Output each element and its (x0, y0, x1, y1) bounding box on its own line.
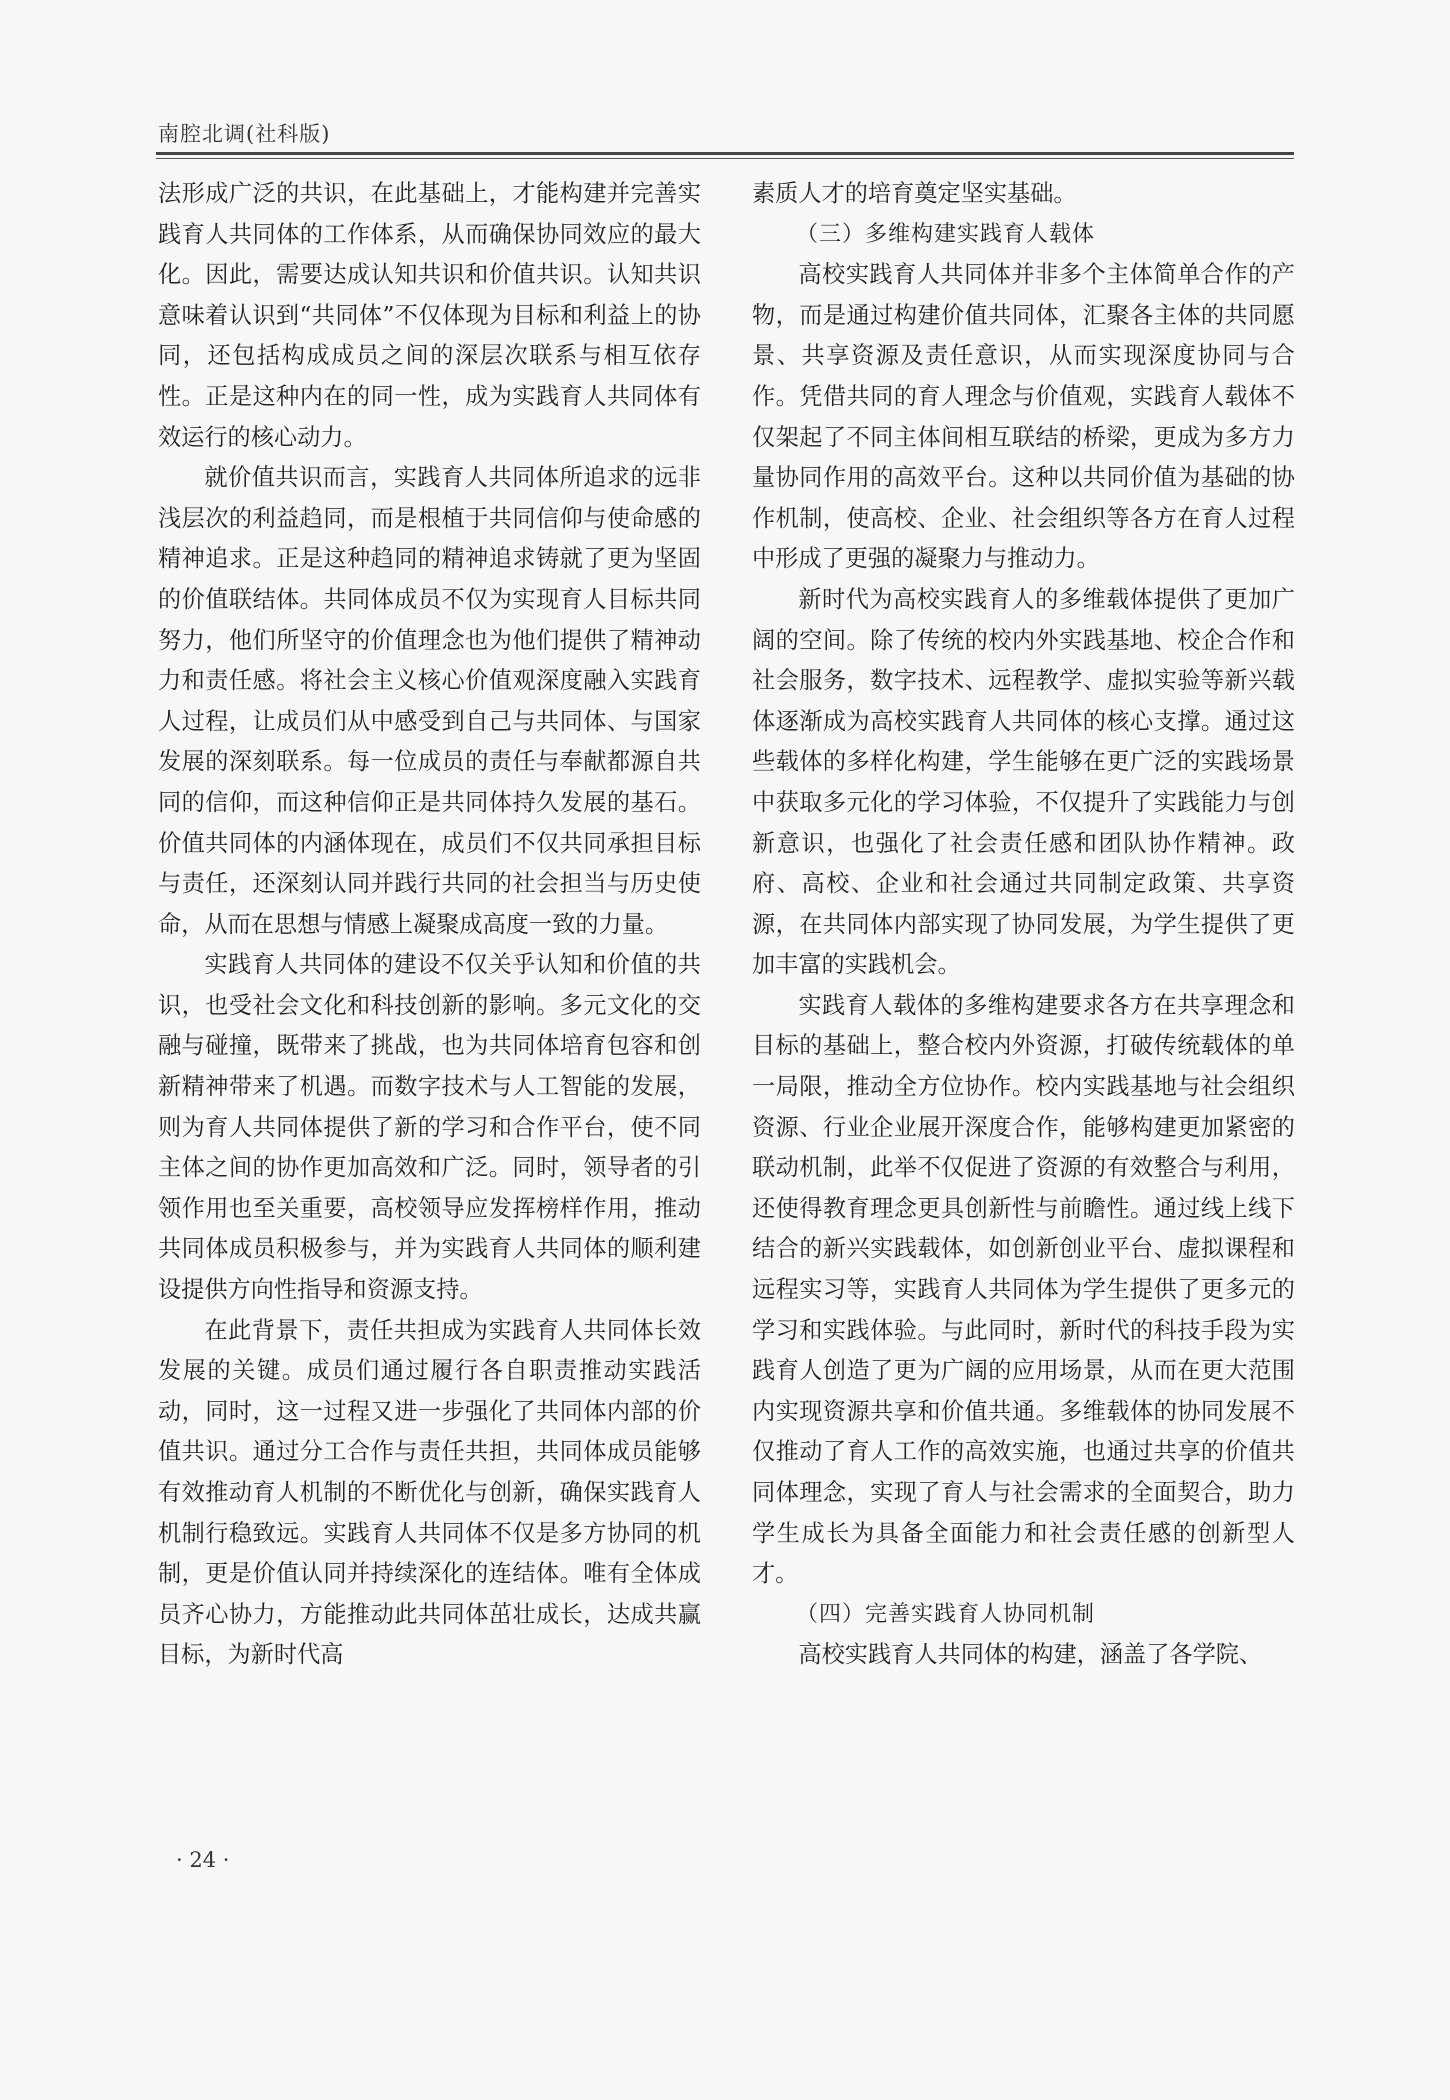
journal-header: 南腔北调(社科版) (158, 122, 331, 146)
section-heading: （三）多维构建实践育人载体 (796, 221, 1096, 247)
header-rule-thin (156, 158, 1294, 159)
paragraph: 素质人才的培育奠定坚实基础。 (752, 180, 1077, 207)
paragraph: 法形成广泛的共识，在此基础上，才能构建并完善实践育人共同体的工作体系，从而确保协同效应的最大化。因此，需要达成认知共识和价值共识。认知共识意味着认识到“共同体”不仅体现为目标和利益上的协同，还包括构成成员之间的深层次联系与相互依存性。正是这种内在的同一性，成为实践育人共同体有效运行的核心动力。 (158, 180, 701, 451)
paragraph: 高校实践育人共同体并非多个主体简单合作的产物，而是通过构建价值共同体，汇聚各主体的共同愿景、共享资源及责任意识，从而实现深度协同与合作。凭借共同的育人理念与价值观，实践育人载体不仅架起了不同主体间相互联结的桥梁，更成为多方力量协同作用的高效平台。这种以共同价值为基础的协作机制，使高校、企业、社会组织等各方在育人过程中形成了更强的凝聚力与推动力。 (752, 261, 1295, 573)
paragraph: 新时代为高校实践育人的多维载体提供了更加广阔的空间。除了传统的校内外实践基地、校企合作和社会服务，数字技术、远程教学、虚拟实验等新兴载体逐渐成为高校实践育人共同体的核心支撑。通过这些载体的多样化构建，学生能够在更广泛的实践场景中获取多元化的学习体验，不仅提升了实践能力与创新意识，也强化了社会责任感和团队协作精神。政府、高校、企业和社会通过共同制定政策、共享资源，在共同体内部实现了协同发展，为学生提供了更加丰富的实践机会。 (752, 585, 1295, 979)
right-column (752, 174, 1295, 1676)
paragraph: 就价值共识而言，实践育人共同体所追求的远非浅层次的利益趋同，而是根植于共同信仰与使命感的精神追求。正是这种趋同的精神追求铸就了更为坚固的价值联结体。共同体成员不仅为实现育人目标共同努力，他们所坚守的价值理念也为他们提供了精神动力和责任感。将社会主义核心价值观深度融入实践育人过程，让成员们从中感受到自己与共同体、与国家发展的深刻联系。每一位成员的责任与奉献都源自共同的信仰，而这种信仰正是共同体持久发展的基石。价值共同体的内涵体现在，成员们不仅共同承担目标与责任，还深刻认同并践行共同的社会担当与历史使命，从而在思想与情感上凝聚成高度一致的力量。 (158, 464, 701, 938)
header-rule-thick (156, 152, 1294, 155)
left-column (158, 174, 701, 1676)
paragraph: 在此背景下，责任共担成为实践育人共同体长效发展的关键。成员们通过履行各自职责推动实践活动，同时，这一过程又进一步强化了共同体内部的价值共识。通过分工合作与责任共担，共同体成员能够有效推动育人机制的不断优化与创新，确保实践育人机制行稳致远。实践育人共同体不仅是多方协同的机制，更是价值认同并持续深化的连结体。唯有全体成员齐心协力，方能推动此共同体茁壮成长，达成共赢目标，为新时代高 (158, 1316, 701, 1669)
paragraph: 高校实践育人共同体的构建，涵盖了各学院、 (798, 1641, 1263, 1669)
page-number: · 24 · (176, 1848, 230, 1872)
section-heading: （四）完善实践育人协同机制 (796, 1601, 1096, 1627)
paragraph: 实践育人载体的多维构建要求各方在共享理念和目标的基础上，整合校内外资源，打破传统载体的单一局限，推动全方位协作。校内实践基地与社会组织资源、行业企业展开深度合作，能够构建更加紧密的联动机制，此举不仅促进了资源的有效整合与利用，还使得教育理念更具创新性与前瞻性。通过线上线下结合的新兴实践载体，如创新创业平台、虚拟课程和远程实习等，实践育人共同体为学生提供了更多元的学习和实践体验。与此同时，新时代的科技手段为实践育人创造了更为广阔的应用场景，从而在更大范围内实现资源共享和价值共通。多维载体的协同发展不仅推动了育人工作的高效实施，也通过共享的价值共同体理念，实现了育人与社会需求的全面契合，助力学生成长为具备全面能力和社会责任感的创新型人才。 (752, 991, 1295, 1588)
paragraph: 实践育人共同体的建设不仅关乎认知和价值的共识，也受社会文化和科技创新的影响。多元文化的交融与碰撞，既带来了挑战，也为共同体培育包容和创新精神带来了机遇。而数字技术与人工智能的发展，则为育人共同体提供了新的学习和合作平台，使不同主体之间的协作更加高效和广泛。同时，领导者的引领作用也至关重要，高校领导应发挥榜样作用，推动共同体成员积极参与，并为实践育人共同体的顺利建设提供方向性指导和资源支持。 (158, 951, 701, 1304)
